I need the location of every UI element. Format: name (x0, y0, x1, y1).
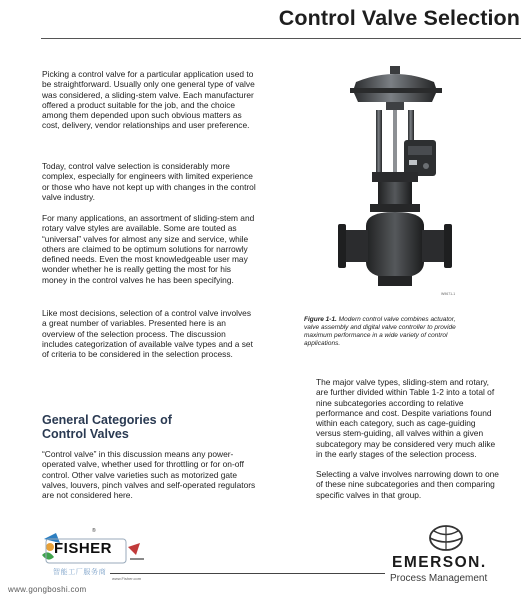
watermark-chinese: 智能工厂服务商 (53, 569, 107, 576)
intro-paragraph-4: Like most decisions, selection of a control valve involves a great number of variables. Presented here is an overview of the selection process. The discussion includes categorization of available valve types and a set of criteria to be considered in the selection process. (42, 308, 253, 360)
section-paragraph: “Control valve” in this discussion means any power-operated valve, whether used for throttling or for on-off control. Other valve varieties such as motorized gate valves, louvers, pinch valves and self-operated regulators are not considered here. (42, 449, 256, 501)
page-title: Control Valve Selection (278, 6, 520, 30)
watermark-url[interactable]: www.gongboshi.com (8, 585, 87, 594)
intro-paragraph-2: Today, control valve selection is considerably more complex, especially for engineers with limited experience or those who have not kept up with changes in the control valve industry. (42, 161, 256, 202)
figure-code: W9671-1 (441, 292, 456, 296)
fisher-url[interactable]: www.Fisher.com (112, 576, 142, 581)
emerson-logo (386, 524, 504, 592)
section-heading (42, 413, 257, 441)
emerson-wordmark: EMERSON. (392, 554, 487, 571)
title-rule (41, 38, 521, 39)
figure-caption-label: Figure 1-1. (304, 316, 337, 323)
intro-paragraph-1: Picking a control valve for a particular application used to be straightforward. Usually only one general type of valve was considered, a sliding-stem valve. Each manufacturer offered a product suitable for the job, and the choice among them depended upon such obvious matters as cost, delivery, vendor relationships and user preference. (42, 69, 255, 131)
fisher-wordmark: FISHER (54, 540, 113, 557)
right-paragraph-1: The major valve types, sliding-stem and rotary, are further divided within Table 1-2 into a total of nine subcategories according to relative performance and cost. Despite variations found within each category, such as cage-guiding versus stem-guiding, all valves within a given subcategory may be considered very much alike in the early stages of the selection process. (316, 377, 496, 460)
intro-paragraph-3: For many applications, an assortment of sliding-stem and rotary valve styles are available. Some are touted as “universal” valves for almost any size and service, while others are claimed to be optimum solutions for narrowly defined needs. Even the most knowledgeable user may wonder whether he is really getting the most for his money in the control valves he has been specifying. (42, 213, 255, 285)
footer-rule (110, 573, 385, 574)
valve-body (338, 212, 452, 286)
section-heading-line-2: Control Valves (42, 427, 129, 441)
right-paragraph-2: Selecting a valve involves narrowing down to one of these nine subcategories and then comparing specific valves in that group. (316, 469, 499, 500)
control-valve-figure (336, 66, 456, 306)
digital-valve-controller (404, 140, 436, 176)
emerson-subtitle: Process Management (390, 573, 488, 584)
section-heading-line-1: General Categories of (42, 413, 172, 427)
emerson-globe-icon (426, 524, 466, 552)
fisher-registered-mark: ® (92, 528, 96, 534)
figure-caption (304, 316, 472, 348)
actuator-diaphragm (350, 66, 442, 102)
figure-caption-text: Modern control valve combines actuator, valve assembly and digital valve controller to provide maximum performance in a wide variety of control applications. (304, 316, 456, 348)
valve-bonnet (370, 172, 420, 212)
